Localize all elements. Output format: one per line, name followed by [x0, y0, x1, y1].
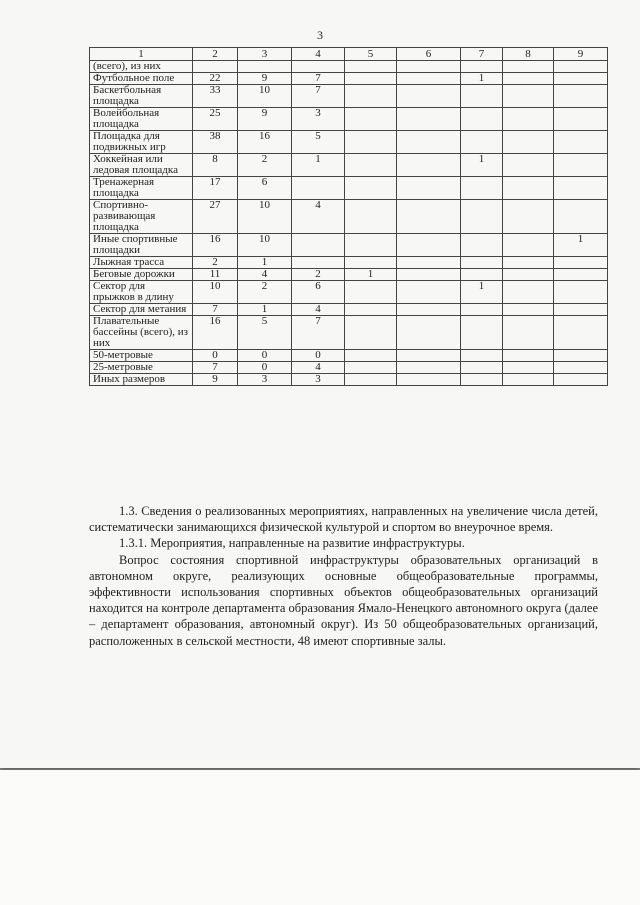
table-cell: 4	[292, 362, 345, 374]
sports-facilities-table	[89, 47, 608, 386]
table-cell	[397, 362, 461, 374]
table-cell: 11	[193, 269, 238, 281]
column-header: 7	[461, 48, 503, 61]
table-cell	[461, 362, 503, 374]
table-cell: 16	[238, 131, 292, 154]
table-cell	[345, 154, 397, 177]
row-label: Спортивно-развивающая площадка	[90, 200, 193, 234]
table-row	[90, 374, 608, 386]
table-cell: 3	[238, 374, 292, 386]
table-cell: 7	[193, 362, 238, 374]
table-cell	[397, 316, 461, 350]
table-row	[90, 154, 608, 177]
table-cell	[554, 269, 608, 281]
row-label: Плавательные бассейны (всего), из них	[90, 316, 193, 350]
table-cell: 10	[238, 234, 292, 257]
table-cell	[397, 281, 461, 304]
column-header: 4	[292, 48, 345, 61]
table-cell	[554, 131, 608, 154]
table-cell	[397, 108, 461, 131]
table-cell	[292, 61, 345, 73]
body-text	[89, 503, 598, 649]
table-cell	[397, 154, 461, 177]
table-cell	[503, 85, 554, 108]
table-cell	[503, 350, 554, 362]
table-body	[90, 61, 608, 386]
table-cell	[238, 61, 292, 73]
table-cell: 22	[193, 73, 238, 85]
table-cell: 0	[193, 350, 238, 362]
table-cell	[461, 234, 503, 257]
table-cell	[461, 304, 503, 316]
table-cell	[345, 131, 397, 154]
table-row	[90, 131, 608, 154]
table-cell: 1	[461, 154, 503, 177]
table-cell	[461, 108, 503, 131]
column-header: 3	[238, 48, 292, 61]
table-cell	[345, 316, 397, 350]
table-cell	[461, 177, 503, 200]
table-cell: 7	[292, 316, 345, 350]
table-cell	[554, 304, 608, 316]
table-cell	[397, 85, 461, 108]
table-cell	[554, 154, 608, 177]
row-label: Площадка для подвижных игр	[90, 131, 193, 154]
table-cell	[292, 234, 345, 257]
column-header: 9	[554, 48, 608, 61]
table-row	[90, 85, 608, 108]
table-cell: 8	[193, 154, 238, 177]
table-row	[90, 304, 608, 316]
table-cell: 2	[238, 281, 292, 304]
table-cell: 0	[292, 350, 345, 362]
paragraph-section-1-3: 1.3. Сведения о реализованных мероприятиях, направленных на увеличение числа детей, систематически занимающихся физической культурой и спортом во внеурочное время.	[89, 504, 598, 535]
table-row	[90, 269, 608, 281]
table-cell	[193, 61, 238, 73]
table-cell: 3	[292, 374, 345, 386]
table-cell	[503, 316, 554, 350]
row-label: 50-метровые	[90, 350, 193, 362]
table-cell: 4	[292, 304, 345, 316]
table-cell	[554, 73, 608, 85]
row-label: Иных размеров	[90, 374, 193, 386]
table-cell	[345, 374, 397, 386]
table-cell	[397, 269, 461, 281]
table-cell: 7	[193, 304, 238, 316]
table-row	[90, 177, 608, 200]
table-cell	[397, 61, 461, 73]
table-cell	[503, 257, 554, 269]
table-cell: 2	[238, 154, 292, 177]
table-cell	[345, 350, 397, 362]
table-cell: 2	[193, 257, 238, 269]
table-cell: 9	[193, 374, 238, 386]
table-cell: 2	[292, 269, 345, 281]
row-label: Баскетбольная площадка	[90, 85, 193, 108]
table-cell	[461, 257, 503, 269]
table-cell	[397, 131, 461, 154]
table-cell: 10	[193, 281, 238, 304]
table-cell	[503, 73, 554, 85]
table-cell: 4	[238, 269, 292, 281]
row-label: Лыжная трасса	[90, 257, 193, 269]
table-cell	[345, 108, 397, 131]
table-cell: 1	[554, 234, 608, 257]
table-cell	[503, 177, 554, 200]
table-cell: 0	[238, 350, 292, 362]
paragraph-infrastructure: Вопрос состояния спортивной инфраструктуры образовательных организаций в автономном округе, реализующих основные общеобразовательные программы, эффективности использования спортивных объектов общеобразовательных организаций находится на контроле департамента образования Ямало-Ненецкого автономного округа (далее – департамент образования, автономный округ). Из 50 общеобразовательных организаций, расположенных в сельской местности, 48 имеют спортивные залы.	[89, 552, 598, 648]
table-cell: 5	[292, 131, 345, 154]
table-cell	[461, 85, 503, 108]
table-row	[90, 281, 608, 304]
table-cell	[292, 257, 345, 269]
row-label: Тренажерная площадка	[90, 177, 193, 200]
table-header-row	[90, 48, 608, 61]
table-cell	[461, 61, 503, 73]
table-cell	[503, 234, 554, 257]
table-cell: 25	[193, 108, 238, 131]
table-cell	[503, 200, 554, 234]
table-cell	[397, 234, 461, 257]
column-header: 2	[193, 48, 238, 61]
table-cell	[554, 350, 608, 362]
table-cell	[345, 61, 397, 73]
table-cell	[461, 269, 503, 281]
table-cell	[345, 304, 397, 316]
table-cell	[461, 200, 503, 234]
table-cell: 0	[238, 362, 292, 374]
table-cell	[503, 131, 554, 154]
table-cell: 17	[193, 177, 238, 200]
table-cell	[397, 73, 461, 85]
table-cell	[554, 200, 608, 234]
table-cell	[345, 362, 397, 374]
column-header: 6	[397, 48, 461, 61]
table-row	[90, 316, 608, 350]
table-cell	[503, 281, 554, 304]
table-cell	[461, 316, 503, 350]
column-header: 8	[503, 48, 554, 61]
table-cell: 38	[193, 131, 238, 154]
table-cell: 10	[238, 85, 292, 108]
table-cell	[397, 177, 461, 200]
table-cell: 7	[292, 73, 345, 85]
table-cell: 1	[461, 281, 503, 304]
table-row	[90, 257, 608, 269]
table-cell	[345, 281, 397, 304]
table-cell	[397, 304, 461, 316]
table-cell: 7	[292, 85, 345, 108]
table-cell	[503, 374, 554, 386]
column-header: 1	[90, 48, 193, 61]
table-row	[90, 362, 608, 374]
table-cell: 4	[292, 200, 345, 234]
table-cell	[503, 108, 554, 131]
row-label: Футбольное поле	[90, 73, 193, 85]
table-cell	[554, 316, 608, 350]
table-cell	[554, 374, 608, 386]
table-cell: 6	[238, 177, 292, 200]
table-row	[90, 73, 608, 85]
blank-area	[0, 770, 640, 905]
table-row	[90, 108, 608, 131]
table-cell	[503, 304, 554, 316]
table-cell	[397, 350, 461, 362]
row-label: (всего), из них	[90, 61, 193, 73]
table-cell: 1	[461, 73, 503, 85]
row-label: Волейбольная площадка	[90, 108, 193, 131]
table-cell	[554, 61, 608, 73]
table-row	[90, 234, 608, 257]
table-cell: 1	[238, 304, 292, 316]
table-cell	[554, 257, 608, 269]
table-cell: 1	[345, 269, 397, 281]
table-cell: 33	[193, 85, 238, 108]
table-cell: 10	[238, 200, 292, 234]
row-label: Беговые дорожки	[90, 269, 193, 281]
row-label: Иные спортивные площадки	[90, 234, 193, 257]
table-cell	[461, 350, 503, 362]
page-number: 3	[317, 28, 323, 42]
table-cell	[503, 61, 554, 73]
table-cell	[345, 73, 397, 85]
table-cell	[397, 257, 461, 269]
table-row	[90, 61, 608, 73]
table-cell	[345, 200, 397, 234]
table-cell: 16	[193, 316, 238, 350]
row-label: Сектор для прыжков в длину	[90, 281, 193, 304]
table-cell	[292, 177, 345, 200]
table-cell: 9	[238, 73, 292, 85]
table-cell: 27	[193, 200, 238, 234]
table-cell	[503, 269, 554, 281]
table-cell	[554, 177, 608, 200]
table-cell	[345, 85, 397, 108]
table-cell	[397, 374, 461, 386]
table-cell	[503, 154, 554, 177]
table-cell: 5	[238, 316, 292, 350]
table-cell: 3	[292, 108, 345, 131]
table-cell	[461, 131, 503, 154]
table-cell	[345, 257, 397, 269]
row-label: Сектор для метания	[90, 304, 193, 316]
table-cell: 1	[238, 257, 292, 269]
table-row	[90, 350, 608, 362]
table-cell	[345, 177, 397, 200]
table-cell	[397, 200, 461, 234]
table-cell	[554, 85, 608, 108]
table-cell: 9	[238, 108, 292, 131]
table-cell: 6	[292, 281, 345, 304]
table-cell	[554, 281, 608, 304]
table-cell	[345, 234, 397, 257]
paragraph-section-1-3-1: 1.3.1. Мероприятия, направленные на развитие инфраструктуры.	[119, 536, 465, 551]
table-cell: 1	[292, 154, 345, 177]
table-cell	[554, 108, 608, 131]
table-cell	[554, 362, 608, 374]
table-cell	[461, 374, 503, 386]
row-label: Хоккейная или ледовая площадка	[90, 154, 193, 177]
table-cell: 16	[193, 234, 238, 257]
column-header: 5	[345, 48, 397, 61]
table-cell	[503, 362, 554, 374]
table-row	[90, 200, 608, 234]
row-label: 25-метровые	[90, 362, 193, 374]
